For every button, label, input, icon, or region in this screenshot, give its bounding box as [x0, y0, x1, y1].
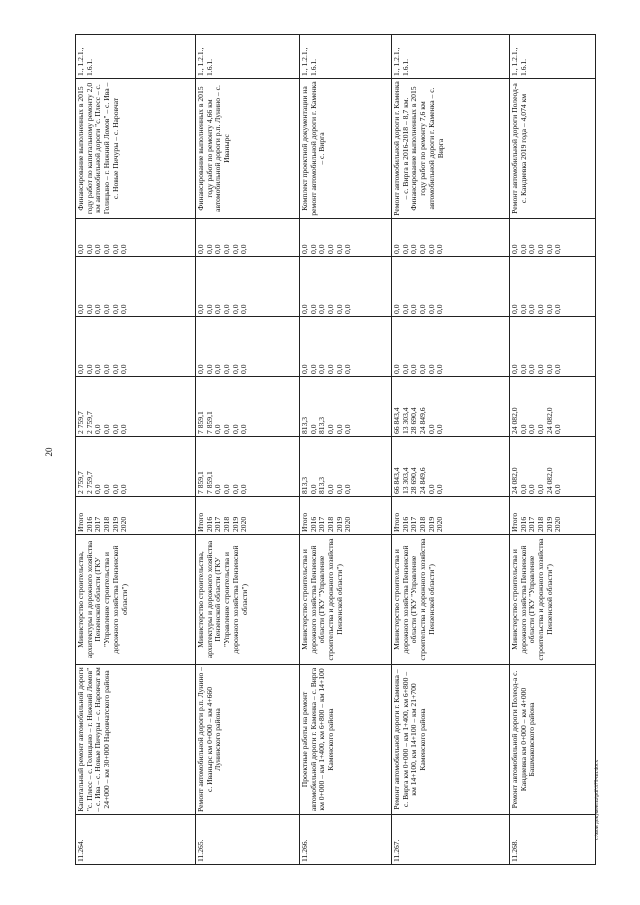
federal-funding-value: 0,0	[300, 364, 309, 374]
regional-funding-value: 0,0	[527, 424, 537, 434]
total-funding	[510, 437, 596, 497]
local-funding	[300, 257, 392, 317]
regional-funding-value: 0,0	[308, 424, 318, 434]
local-funding-value: 0,0	[326, 304, 336, 314]
regional-funding-value: 0,0	[343, 424, 353, 434]
regional-funding-value: 0,0	[102, 424, 112, 434]
total-funding-value: 0,0	[326, 484, 336, 494]
federal-funding	[510, 317, 596, 377]
total-funding	[76, 437, 196, 497]
regional-funding-value: 24 082,0	[510, 407, 519, 434]
other-funding-value: 0,0	[527, 244, 537, 254]
total-funding-value: 0,0	[110, 484, 120, 494]
program-activities-table	[75, 34, 596, 865]
year-list-value: 2016	[518, 516, 528, 532]
activity-name: Ремонт автомобильной дороги р.п. Лунино – с. Иванырс км 0+000 – км 4+660 Лунинского района	[196, 665, 300, 815]
federal-funding	[392, 317, 510, 377]
activity-name: Ремонт автомобильной дороги г. Каменка – с. Вирга км 0+000 – км 1+400, км 6+800 – км 14+100, км 14+100 – км 21+700 Каменского района	[392, 665, 510, 815]
expected-result: Ремонт автомобильной дороги Полеод-а с. Кандиевка 2019 года – 4,074 км	[510, 79, 596, 219]
year-list-value: 2016	[84, 516, 94, 532]
other-funding-value: 0,0	[510, 244, 519, 254]
table-row	[510, 35, 596, 865]
other-funding-value: 0,0	[213, 244, 223, 254]
indicator-links: 1., 1.2.1., 1.6.1.	[510, 35, 596, 79]
other-funding	[300, 219, 392, 257]
total-funding-value: 0,0	[536, 484, 546, 494]
year-list-value: 2016	[204, 516, 214, 532]
federal-funding-value: 0,0	[435, 364, 445, 374]
year-list-value: Итого	[392, 512, 401, 532]
local-funding-value: 0,0	[334, 304, 344, 314]
executor: Министерство строительства, архитектуры и дорожного хозяйства Пензенской области (ГКУ "Управление строительства и дорожного хозяйства Пензенской области")	[196, 535, 300, 665]
local-funding-value: 0,0	[93, 304, 103, 314]
local-funding-value: 0,0	[392, 304, 401, 314]
federal-funding-value: 0,0	[93, 364, 103, 374]
total-funding-value: 0,0	[102, 484, 112, 494]
activity-name: Ремонт автомобильной дороги Полеод-а с. Кандиевка км 0+000 – км 4+000 Башмаковского района	[510, 665, 596, 815]
regional-funding-value: 0,0	[435, 424, 445, 434]
other-funding-value: 0,0	[102, 244, 112, 254]
regional-funding-value: 28 690,4	[409, 407, 419, 434]
regional-funding-value: 0,0	[326, 424, 336, 434]
total-funding-value: 24 082,0	[544, 467, 554, 494]
other-funding-value: 0,0	[343, 244, 353, 254]
local-funding-value: 0,0	[119, 304, 129, 314]
table-row	[392, 35, 510, 865]
local-funding-value: 0,0	[544, 304, 554, 314]
federal-funding-value: 0,0	[110, 364, 120, 374]
indicator-links: 1., 1.2.1., 1.6.1.	[196, 35, 300, 79]
other-funding-value: 0,0	[536, 244, 546, 254]
year-list-value: 2017	[317, 516, 327, 532]
total-funding-value: 0,0	[553, 484, 563, 494]
local-funding	[196, 257, 300, 317]
activity-name: Капитальный ремонт автомобильной дороги "с. Плесс – с. Голицыно – г. Нижний Ломов" – с. Ива – с. Новые Пичуры – с. Наровчат км 24+000 – км 30+000 Наровчатского района	[76, 665, 196, 815]
total-funding-value: 0,0	[334, 484, 344, 494]
regional-funding	[392, 377, 510, 437]
regional-funding-value: 813,3	[300, 416, 309, 434]
total-funding-value: 813,3	[317, 476, 327, 494]
regional-funding-value: 2 759,7	[76, 411, 85, 434]
total-funding-value: 24 082,0	[510, 467, 519, 494]
other-funding-value: 0,0	[334, 244, 344, 254]
other-funding-value: 0,0	[317, 244, 327, 254]
local-funding	[76, 257, 196, 317]
federal-funding	[76, 317, 196, 377]
year-list-value: Итого	[510, 512, 519, 532]
regional-funding-value: 0,0	[110, 424, 120, 434]
regional-funding	[300, 377, 392, 437]
federal-funding-value: 0,0	[334, 364, 344, 374]
other-funding-value: 0,0	[204, 244, 214, 254]
executor: Министерство строительства, архитектуры и дорожного хозяйства Пензенской области (ГКУ "Управление строительства и дорожного хозяйства Пензенской области")	[76, 535, 196, 665]
other-funding-value: 0,0	[84, 244, 94, 254]
regional-funding-value: 24 082,0	[544, 407, 554, 434]
federal-funding-value: 0,0	[510, 364, 519, 374]
year-list-value: 2019	[544, 516, 554, 532]
year-list-value: 2020	[435, 516, 445, 532]
local-funding	[510, 257, 596, 317]
local-funding-value: 0,0	[222, 304, 232, 314]
year-list-value: 2020	[553, 516, 563, 532]
regional-funding-value: 0,0	[222, 424, 232, 434]
indicator-links: 1., 1.2.1., 1.6.1.	[300, 35, 392, 79]
other-funding-value: 0,0	[518, 244, 528, 254]
table-body	[76, 35, 596, 865]
local-funding-value: 0,0	[213, 304, 223, 314]
other-funding-value: 0,0	[435, 244, 445, 254]
regional-funding	[76, 377, 196, 437]
local-funding-value: 0,0	[110, 304, 120, 314]
federal-funding-value: 0,0	[418, 364, 428, 374]
executor: Министерство строительства и дорожного хозяйства Пензенской области (ГКУ "Управление строительства и дорожного хозяйства Пензенской области")	[510, 535, 596, 665]
year-list	[510, 497, 596, 535]
year-list-value: 2017	[409, 516, 419, 532]
local-funding-value: 0,0	[527, 304, 537, 314]
federal-funding-value: 0,0	[196, 364, 205, 374]
federal-funding-value: 0,0	[536, 364, 546, 374]
year-list-value: 2016	[400, 516, 410, 532]
executor: Министерство строительства и дорожного хозяйства Пензенской области (ГКУ "Управление строительства и дорожного хозяйства Пензенской области")	[300, 535, 392, 665]
total-funding-value: 7 859,1	[196, 471, 205, 494]
other-funding	[510, 219, 596, 257]
local-funding-value: 0,0	[510, 304, 519, 314]
regional-funding-value: 0,0	[119, 424, 129, 434]
other-funding-value: 0,0	[392, 244, 401, 254]
table-row	[300, 35, 392, 865]
local-funding-value: 0,0	[317, 304, 327, 314]
table-row	[76, 35, 196, 865]
regional-funding	[510, 377, 596, 437]
total-funding-value: 7 859,1	[204, 471, 214, 494]
year-list	[196, 497, 300, 535]
year-list	[76, 497, 196, 535]
other-funding-value: 0,0	[119, 244, 129, 254]
local-funding-value: 0,0	[300, 304, 309, 314]
expected-result: Финансирование выполненных в 2015 году работ по капитальному ремонту 2,0 км автомобильной дороги "с. Плесс – с. Голицыно – г. Нижний Ломов" – с. Ива – с. Новые Пичуры – с. Наровчат	[76, 79, 196, 219]
total-funding-value: 66 843,4	[392, 467, 401, 494]
federal-funding-value: 0,0	[392, 364, 401, 374]
total-funding-value: 24 849,6	[418, 467, 428, 494]
local-funding-value: 0,0	[435, 304, 445, 314]
local-funding	[392, 257, 510, 317]
federal-funding-value: 0,0	[239, 364, 249, 374]
local-funding-value: 0,0	[84, 304, 94, 314]
local-funding-value: 0,0	[308, 304, 318, 314]
year-list-value: 2019	[426, 516, 436, 532]
year-list-value: 2017	[93, 516, 103, 532]
other-funding-value: 0,0	[409, 244, 419, 254]
year-list-value: 2018	[536, 516, 546, 532]
row-number: 11.265.	[196, 815, 300, 865]
total-funding-value: 0,0	[222, 484, 232, 494]
other-funding-value: 0,0	[230, 244, 240, 254]
other-funding-value: 0,0	[400, 244, 410, 254]
local-funding-value: 0,0	[400, 304, 410, 314]
regional-funding-value: 0,0	[93, 424, 103, 434]
regional-funding-value: 7 859,1	[204, 411, 214, 434]
federal-funding-value: 0,0	[230, 364, 240, 374]
other-funding-value: 0,0	[544, 244, 554, 254]
total-funding-value: 0,0	[239, 484, 249, 494]
total-funding-value: 2 759,7	[84, 471, 94, 494]
other-funding-value: 0,0	[196, 244, 205, 254]
federal-funding	[196, 317, 300, 377]
regional-funding-value: 0,0	[334, 424, 344, 434]
expected-result: Комплект проектной документации на ремонт автомобильной дороги г. Каменка – с. Вирга	[300, 79, 392, 219]
indicator-links: 1., 1.2.1., 1.6.1.	[392, 35, 510, 79]
total-funding-value: 0,0	[426, 484, 436, 494]
year-list	[392, 497, 510, 535]
federal-funding-value: 0,0	[76, 364, 85, 374]
year-list-value: 2018	[102, 516, 112, 532]
federal-funding-value: 0,0	[119, 364, 129, 374]
local-funding-value: 0,0	[239, 304, 249, 314]
total-funding	[300, 437, 392, 497]
year-list-value: 2018	[418, 516, 428, 532]
local-funding-value: 0,0	[76, 304, 85, 314]
other-funding-value: 0,0	[76, 244, 85, 254]
regional-funding-value: 0,0	[518, 424, 528, 434]
total-funding-value: 0,0	[213, 484, 223, 494]
table-row	[196, 35, 300, 865]
year-list-value: 2020	[239, 516, 249, 532]
federal-funding-value: 0,0	[222, 364, 232, 374]
total-funding-value: 2 759,7	[76, 471, 85, 494]
other-funding-value: 0,0	[308, 244, 318, 254]
row-number: 11.264.	[76, 815, 196, 865]
total-funding-value: 0,0	[435, 484, 445, 494]
other-funding-value: 0,0	[222, 244, 232, 254]
year-list-value: 2016	[308, 516, 318, 532]
local-funding-value: 0,0	[418, 304, 428, 314]
total-funding-value: 0,0	[230, 484, 240, 494]
year-list-value: 2018	[222, 516, 232, 532]
regional-funding-value: 0,0	[239, 424, 249, 434]
total-funding	[196, 437, 300, 497]
row-number: 11.268.	[510, 815, 596, 865]
year-list-value: 2020	[343, 516, 353, 532]
regional-funding-value: 0,0	[213, 424, 223, 434]
federal-funding-value: 0,0	[409, 364, 419, 374]
local-funding-value: 0,0	[204, 304, 214, 314]
total-funding-value: 0,0	[527, 484, 537, 494]
other-funding-value: 0,0	[300, 244, 309, 254]
other-funding-value: 0,0	[93, 244, 103, 254]
federal-funding-value: 0,0	[544, 364, 554, 374]
total-funding	[392, 437, 510, 497]
year-list-value: 2019	[110, 516, 120, 532]
federal-funding-value: 0,0	[518, 364, 528, 374]
federal-funding-value: 0,0	[527, 364, 537, 374]
year-list-value: 2019	[230, 516, 240, 532]
regional-funding-value: 2 759,7	[84, 411, 94, 434]
other-funding	[76, 219, 196, 257]
federal-funding-value: 0,0	[326, 364, 336, 374]
federal-funding-value: 0,0	[426, 364, 436, 374]
other-funding-value: 0,0	[239, 244, 249, 254]
row-number: 11.266.	[300, 815, 392, 865]
local-funding-value: 0,0	[553, 304, 563, 314]
year-list-value: 2018	[326, 516, 336, 532]
federal-funding	[300, 317, 392, 377]
total-funding-value: 13 303,4	[400, 467, 410, 494]
executor: Министерство строительства и дорожного хозяйства Пензенской области (ГКУ "Управление строительства и дорожного хозяйства Пензенской области")	[392, 535, 510, 665]
federal-funding-value: 0,0	[84, 364, 94, 374]
year-list-value: Итого	[300, 512, 309, 532]
total-funding-value: 0,0	[119, 484, 129, 494]
expected-result: Ремонт автомобильной дороги г. Каменка – с. Вирга в 2016-2018 – 8,7 км. Финансирование выполненных в 2015 году работ по ремонту 7,6 км автомобильной дороги г. Каменка – с. Вирга	[392, 79, 510, 219]
year-list-value: Итого	[76, 512, 85, 532]
regional-funding	[196, 377, 300, 437]
federal-funding-value: 0,0	[317, 364, 327, 374]
footer-file-path: c:\мои документы\pdf\375-пп.docx	[594, 759, 600, 840]
other-funding	[392, 219, 510, 257]
regional-funding-value: 0,0	[553, 424, 563, 434]
year-list-value: 2020	[119, 516, 129, 532]
total-funding-value: 0,0	[93, 484, 103, 494]
local-funding-value: 0,0	[518, 304, 528, 314]
regional-funding-value: 13 303,4	[400, 407, 410, 434]
other-funding-value: 0,0	[418, 244, 428, 254]
local-funding-value: 0,0	[102, 304, 112, 314]
row-number: 11.267.	[392, 815, 510, 865]
local-funding-value: 0,0	[426, 304, 436, 314]
year-list	[300, 497, 392, 535]
year-list-value: 2019	[334, 516, 344, 532]
local-funding-value: 0,0	[536, 304, 546, 314]
regional-funding-value: 0,0	[230, 424, 240, 434]
total-funding-value: 28 690,4	[409, 467, 419, 494]
other-funding	[196, 219, 300, 257]
other-funding-value: 0,0	[110, 244, 120, 254]
regional-funding-value: 66 843,4	[392, 407, 401, 434]
federal-funding-value: 0,0	[204, 364, 214, 374]
federal-funding-value: 0,0	[102, 364, 112, 374]
other-funding-value: 0,0	[426, 244, 436, 254]
regional-funding-value: 24 849,6	[418, 407, 428, 434]
federal-funding-value: 0,0	[400, 364, 410, 374]
federal-funding-value: 0,0	[308, 364, 318, 374]
other-funding-value: 0,0	[326, 244, 336, 254]
federal-funding-value: 0,0	[213, 364, 223, 374]
year-list-value: Итого	[196, 512, 205, 532]
year-list-value: 2017	[527, 516, 537, 532]
indicator-links: 1., 1.2.1., 1.6.1.	[76, 35, 196, 79]
expected-result: Финансирование выполненных в 2015 году работ по ремонту 4,66 км автомобильной дороги р.п. Лунино – с. Иванырс	[196, 79, 300, 219]
local-funding-value: 0,0	[230, 304, 240, 314]
local-funding-value: 0,0	[343, 304, 353, 314]
rotated-table-wrapper	[75, 35, 595, 865]
year-list-value: 2017	[213, 516, 223, 532]
regional-funding-value: 813,3	[317, 416, 327, 434]
regional-funding-value: 7 859,1	[196, 411, 205, 434]
regional-funding-value: 0,0	[536, 424, 546, 434]
local-funding-value: 0,0	[196, 304, 205, 314]
federal-funding-value: 0,0	[343, 364, 353, 374]
regional-funding-value: 0,0	[426, 424, 436, 434]
total-funding-value: 0,0	[343, 484, 353, 494]
federal-funding-value: 0,0	[553, 364, 563, 374]
total-funding-value: 813,3	[300, 476, 309, 494]
total-funding-value: 0,0	[518, 484, 528, 494]
other-funding-value: 0,0	[553, 244, 563, 254]
page-number: 20	[44, 447, 54, 457]
activity-name: Проектные работы на ремонт автомобильной дороги г. Каменка – с. Вирга км 0+000 – км 1+400, км 6+800 – км 14+100 Каменского района	[300, 665, 392, 815]
local-funding-value: 0,0	[409, 304, 419, 314]
total-funding-value: 0,0	[308, 484, 318, 494]
